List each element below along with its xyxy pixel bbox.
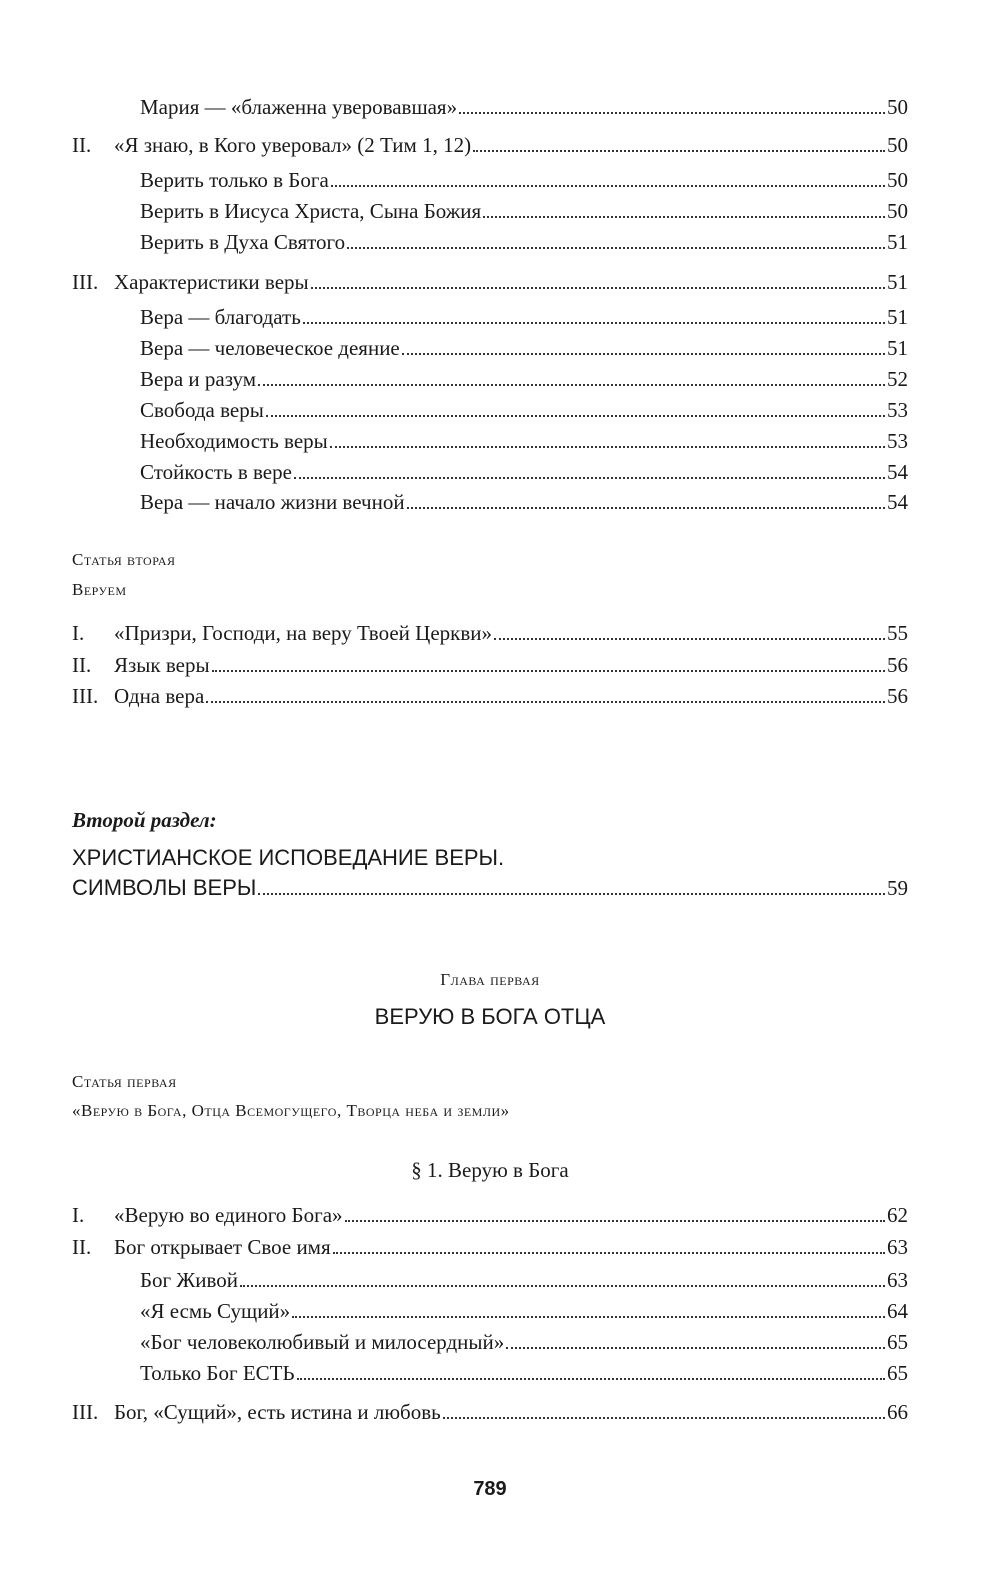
toc-entry-page: 62 <box>887 1203 908 1227</box>
toc-entry <box>140 394 908 426</box>
leader-dots <box>483 216 885 218</box>
leader-dots <box>459 112 885 114</box>
toc-entry <box>72 1199 908 1231</box>
toc-entry-text: «Бог человеколюбивый и милосердный» <box>140 1330 505 1354</box>
leader-dots <box>206 701 885 703</box>
paragraph-title: § 1. Верую в Бога <box>411 1158 569 1182</box>
leader-dots <box>294 477 885 479</box>
section-title-line1: ХРИСТИАНСКОЕ ИСПОВЕДАНИЕ ВЕРЫ. <box>72 845 505 870</box>
toc-entry-page: 66 <box>887 1400 908 1424</box>
toc-entry <box>72 1396 908 1428</box>
toc-entry-number: II. <box>72 653 92 677</box>
toc-entry-text: Вера — благодать <box>140 305 301 329</box>
toc-entry <box>140 486 908 518</box>
page-number: 789 <box>473 1478 507 1500</box>
leader-dots <box>311 287 885 289</box>
toc-entry-page: 63 <box>887 1235 908 1259</box>
leader-dots <box>258 893 885 895</box>
toc-entry-page: 52 <box>887 367 908 391</box>
leader-dots <box>443 1417 885 1419</box>
article-title: Веруем <box>72 580 127 599</box>
toc-entry-page: 53 <box>887 429 908 453</box>
toc-entry-text: Бог, «Сущий», есть истина и любовь <box>114 1400 441 1424</box>
toc-entry <box>140 1264 908 1296</box>
toc-entry <box>140 164 908 196</box>
leader-dots <box>212 670 885 672</box>
article-title: «Верую в Бога, Отца Всемогущего, Творца неба и земли» <box>72 1101 510 1120</box>
toc-entry-number: II. <box>72 1235 92 1259</box>
toc-entry <box>140 226 908 258</box>
toc-entry-page: 50 <box>887 199 908 223</box>
toc-entry-text: Стойкость в вере <box>140 460 292 484</box>
toc-entry <box>140 363 908 395</box>
toc-entry-text: Мария — «блаженна уверовавшая» <box>140 95 458 119</box>
toc-entry <box>140 1326 908 1358</box>
toc-entry <box>140 425 908 457</box>
toc-entry-page: 51 <box>887 336 908 360</box>
toc-entry <box>140 91 908 123</box>
toc-entry-text: Характеристики веры <box>114 270 309 294</box>
toc-entry-page: 56 <box>887 653 908 677</box>
leader-dots <box>333 1252 885 1254</box>
toc-entry <box>140 332 908 364</box>
leader-dots <box>266 415 885 417</box>
toc-entry-number: I. <box>72 621 85 645</box>
toc-entry-text: «Призри, Господи, на веру Твоей Церкви» <box>114 621 492 645</box>
leader-dots <box>506 1347 885 1349</box>
toc-entry <box>140 301 908 333</box>
toc-entry <box>140 1295 908 1327</box>
leader-dots <box>330 446 885 448</box>
toc-entry-text: Вера — человеческое деяние <box>140 336 400 360</box>
leader-dots <box>297 1378 885 1380</box>
toc-entry <box>72 129 908 161</box>
toc-entry-number: III. <box>72 684 99 708</box>
toc-entry-number: III. <box>72 270 99 294</box>
toc-entry-text: Одна вера <box>114 684 205 708</box>
toc-entry-text: Свобода веры <box>140 398 264 422</box>
toc-entry-page: 65 <box>887 1330 908 1354</box>
leader-dots <box>292 1316 885 1318</box>
toc-entry-page: 54 <box>887 490 908 514</box>
toc-entry-number: II. <box>72 133 92 157</box>
toc-entry-text: Необходимость веры <box>140 429 328 453</box>
toc-entry-number: I. <box>72 1203 85 1227</box>
article-label: Статья первая <box>72 1072 177 1091</box>
toc-entry-text: «Верую во единого Бога» <box>114 1203 343 1227</box>
toc-entry-text: Вера — начало жизни вечной <box>140 490 405 514</box>
toc-entry-page: 50 <box>887 168 908 192</box>
toc-entry-text: Бог Живой <box>140 1268 238 1292</box>
toc-entry-page: 50 <box>887 95 908 119</box>
toc-entry <box>72 1231 908 1263</box>
toc-entry <box>72 872 908 904</box>
leader-dots <box>303 322 885 324</box>
leader-dots <box>258 384 885 386</box>
leader-dots <box>347 247 885 249</box>
toc-entry-page: 56 <box>887 684 908 708</box>
toc-entry-text: Вера и разум <box>140 367 257 391</box>
leader-dots <box>402 353 885 355</box>
toc-entry-page: 65 <box>887 1361 908 1385</box>
toc-entry-page: 63 <box>887 1268 908 1292</box>
toc-entry <box>72 266 908 298</box>
toc-entry-page: 51 <box>887 270 908 294</box>
leader-dots <box>473 150 885 152</box>
toc-entry-text: «Я есмь Сущий» <box>140 1299 291 1323</box>
leader-dots <box>407 507 885 509</box>
section-title-line2: СИМВОЛЫ ВЕРЫ <box>72 875 257 900</box>
toc-entry-text: «Я знаю, в Кого уверовал» (2 Тим 1, 12) <box>114 133 472 157</box>
toc-entry <box>72 617 908 649</box>
chapter-title: ВЕРУЮ В БОГА ОТЦА <box>374 1004 606 1029</box>
leader-dots <box>331 185 885 187</box>
toc-entry-text: Верить только в Бога <box>140 168 329 192</box>
toc-entry-number: III. <box>72 1400 99 1424</box>
toc-entry-text: Язык веры <box>114 653 210 677</box>
toc-entry-page: 51 <box>887 305 908 329</box>
toc-entry-page: 59 <box>887 876 908 900</box>
toc-entry-page: 51 <box>887 230 908 254</box>
toc-entry <box>72 649 908 681</box>
toc-entry <box>140 195 908 227</box>
toc-entry-page: 55 <box>887 621 908 645</box>
toc-entry-text: Верить в Духа Святого <box>140 230 346 254</box>
toc-entry <box>140 456 908 488</box>
toc-entry-page: 54 <box>887 460 908 484</box>
article-label: Статья вторая <box>72 550 176 569</box>
leader-dots <box>240 1285 885 1287</box>
toc-entry-text: Бог открывает Свое имя <box>114 1235 331 1259</box>
toc-entry-text: Верить в Иисуса Христа, Сына Божия <box>140 199 482 223</box>
toc-entry <box>140 1357 908 1389</box>
toc-entry-text: Только Бог ЕСТЬ <box>140 1361 295 1385</box>
leader-dots <box>345 1220 885 1222</box>
toc-entry-page: 50 <box>887 133 908 157</box>
leader-dots <box>494 638 885 640</box>
toc-entry <box>72 680 908 712</box>
toc-entry-page: 64 <box>887 1299 908 1323</box>
toc-entry-page: 53 <box>887 398 908 422</box>
section-label: Второй раздел: <box>72 808 217 832</box>
chapter-label: Глава первая <box>440 970 540 989</box>
